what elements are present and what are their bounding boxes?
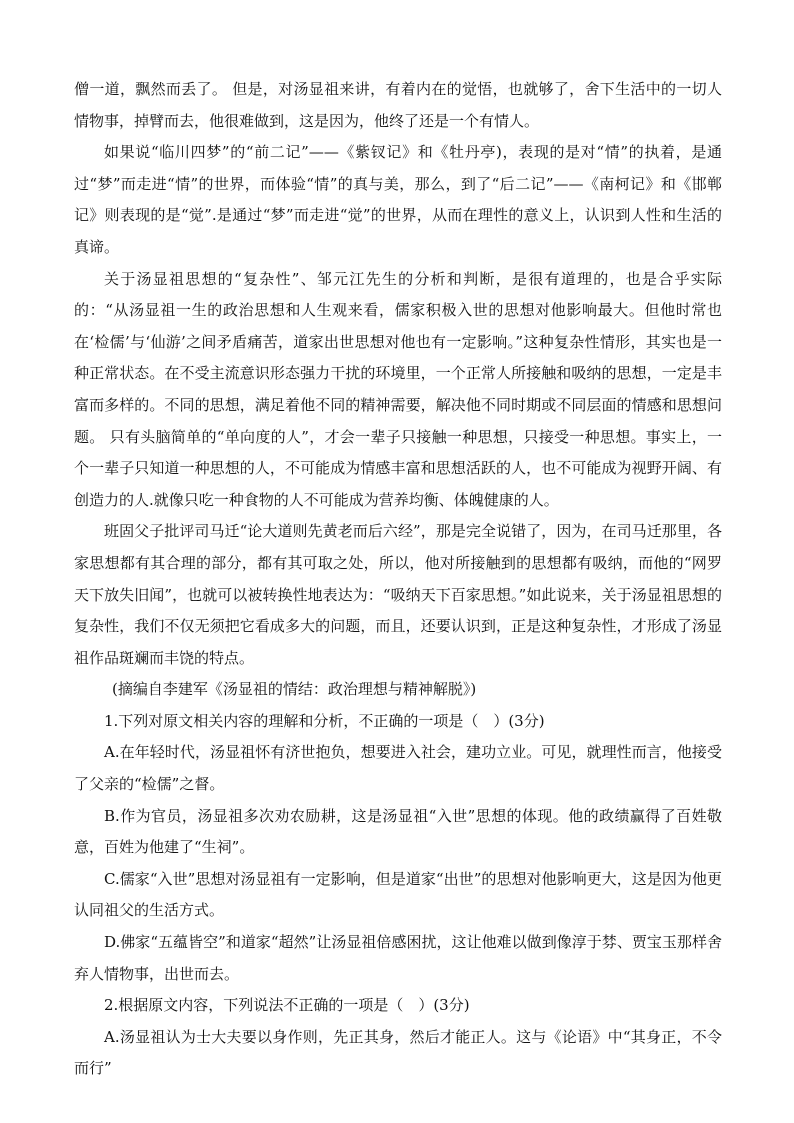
article-paragraph-3: 关于汤显祖思想的“复杂性”、邹元江先生的分析和判断，是很有道理的，也是合乎实际的：“从汤显祖一生的政治思想和人生观来看，儒家积极入世的思想对他影响最大。但他时常也在‘检儒’与‘仙游’之间矛盾痛苦，道家出世思想对他也有一定影响。”这种复杂性情形，其实也是一种正常状态。在不受主流意识形态强力干扰的环境里，一个正常人所接触和吸纳的思想，一定是丰富而多样的。不同的思想，满足着他不同的精神需要，解决他不同时期或不同层面的情感和思想问题。 只有头脑简单的“单向度的人”，才会一辈子只接触一种思想，只接受一种思想。事实上，一个一辈子只知道一种思想的人，不可能成为情感丰富和思想活跃的人，也不可能成为视野开阔、有创造力的人.就像只吃一种食物的人不可能成为营养均衡、体魄健康的人。 [74,269,722,509]
question-2-stem: 2.根据原文内容，下列说法不正确的一项是（ ）(3分) [104,996,470,1015]
question-1-option-a: A.在年轻时代，汤显祖怀有济世抱负，想要进入社会，建功立业。可见，就理性而言，他接受了父亲的“检儒”之督。 [74,743,722,794]
article-paragraph-4: 班固父子批评司马迁“论大道则先黄老而后六经”，那是完全说错了，因为，在司马迁那里，各家思想都有其合理的部分，都有其可取之处，所以，他对所接触到的思想都有吸纳，而他的“网罗天下放失旧闻”，也就可以被转换性地表达为：“吸纳天下百家思想。”如此说来，关于汤显祖思想的复杂性，我们不仅无须把它看成多大的问题，而且，还要认识到，正是这种复杂性，才形成了汤显祖作品斑斓而丰饶的特点。 [74,522,722,667]
article-paragraph-2: 如果说“临川四梦”的“前二记”——《紫钗记》和《牡丹亭)，表现的是对“情”的执着，是通过“梦”而走进“情”的世界，而体验“情”的真与美，那么，到了“后二记”——《南柯记》和《邯郸记》则表现的是“觉”.是通过“梦”而走进“觉”的世界，从而在理性的意义上，认识到人性和生活的真谛。 [74,143,722,256]
question-2-option-a: A.汤显祖认为士大夫要以身作则，先正其身，然后才能正人。这与《论语》中“其身正，不令而行” [74,1027,722,1078]
question-1-option-c: C.儒家“入世”思想对汤显祖有一定影响，但是道家“出世”的思想对他影响更大，这是因为他更认同祖父的生活方式。 [74,869,722,920]
article-paragraph-1: 僧一道，飘然而丢了。 但是，对汤显祖来讲，有着内在的觉悟，也就够了，舍下生活中的一切人情物事，掉臂而去，他很难做到，这是因为，他终了还是一个有情人。 [74,80,722,130]
question-1-option-d: D.佛家“五蕴皆空”和道家“超然”让汤显祖倍感困扰，这让他难以做到像淳于棼、贾宝玉那样舍弃人情物事，出世而去。 [74,933,722,983]
document-page [74,74,722,1085]
question-1-option-b: B.作为官员，汤显祖多次劝农励耕，这是汤显祖“入世”思想的体现。他的政绩赢得了百姓敬意，百姓为他建了“生祠”。 [74,806,722,857]
question-1-stem: 1.下列对原文相关内容的理解和分析，不正确的一项是（ ）(3分) [104,711,545,730]
article-source-citation: (摘编自李建军《汤显祖的情结：政治理想与精神解脱》) [112,680,477,699]
